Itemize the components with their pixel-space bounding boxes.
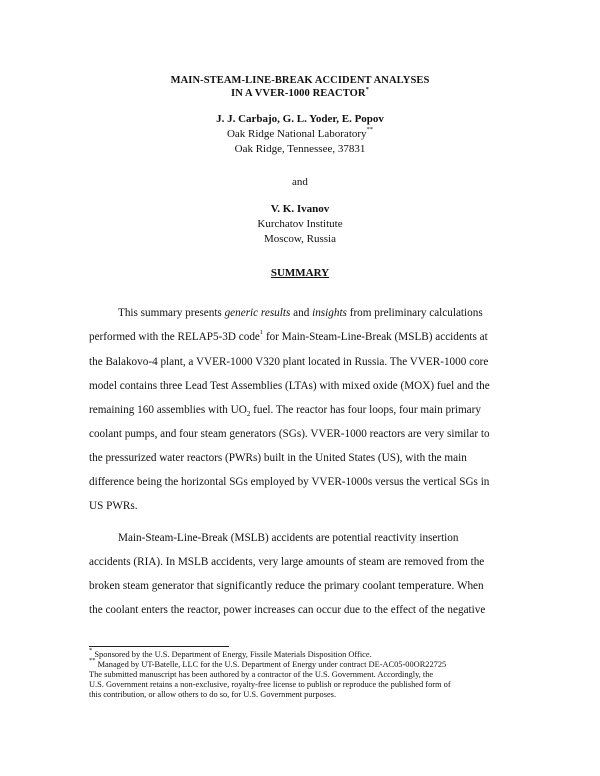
para2-line4: the coolant enters the reactor, power increases can occur due to the effect of the negative	[89, 604, 486, 616]
para1-line5: remaining 160 assemblies with $UO_2$ fuel. The reactor has four loops, four main primary	[89, 404, 481, 419]
footnote-5: this contribution, or allow others to do so, for U.S. Government purposes.	[89, 690, 337, 699]
title-line-2: IN A VVER-1000 REACTOR*	[231, 85, 369, 99]
footnote-3: The submitted manuscript has been authored by a contractor of the U.S. Government. Accordingly, the	[89, 670, 434, 679]
para2-line3: broken steam generator that significantly reduce the primary coolant temperature. When	[89, 580, 484, 592]
title-footnote-mark: *	[365, 85, 369, 93]
footnote-divider	[89, 646, 229, 647]
para2-line2: accidents (RIA). In MSLB accidents, very large amounts of steam are removed from the	[89, 556, 485, 568]
location-kurchatov: Moscow, Russia	[263, 233, 336, 245]
para1-line9: US PWRs.	[89, 500, 138, 512]
title-line-1: MAIN-STEAM-LINE-BREAK ACCIDENT ANALYSES	[170, 75, 430, 86]
para1-line7: the pressurized water reactors (PWRs) built in the United States (US), with the main	[89, 452, 467, 464]
affiliation-kurchatov: Kurchatov Institute	[257, 218, 343, 230]
affiliation-orn: Oak Ridge National Laboratory**	[226, 126, 374, 140]
para1-line2: performed with the RELAP5-3D code$^1$ for Main-Steam-Line-Break (MSLB) accidents at	[89, 329, 488, 343]
reference-mark: 1	[259, 329, 264, 337]
footnote-1: * Sponsored by the U.S. Department of Energy, Fissile Materials Disposition Office.	[89, 647, 372, 659]
authors-orn: J. J. Carbajo, G. L. Yoder, E. Popov	[216, 113, 384, 125]
para1-line3: the Balakovo-4 plant, a VVER-1000 V320 plant located in Russia. The VVER-1000 core	[89, 356, 489, 368]
summary-heading: SUMMARY	[270, 267, 330, 279]
authors-kurchatov: V. K. Ivanov	[270, 203, 330, 215]
location-orn: Oak Ridge, Tennessee, 37831	[234, 143, 366, 155]
footnote-4: U.S. Government retains a non-exclusive, royalty-free license to publish or reproduce the published form of	[89, 680, 451, 689]
para1-line8: difference being the horizontal SGs employed by VVER-1000s versus the vertical SGs in	[89, 476, 490, 488]
affiliation-footnote-mark: **	[366, 126, 374, 134]
para1-line4: model contains three Lead Test Assemblies (LTAs) with mixed oxide (MOX) fuel and the	[89, 380, 490, 392]
and-separator: and	[292, 176, 308, 188]
footnote-2: ** Managed by UT-Batelle, LLC for the U.S. Department of Energy under contract DE-AC05-00OR22725	[89, 657, 447, 669]
para2-line1: Main-Steam-Line-Break (MSLB) accidents are potential reactivity insertion	[118, 532, 459, 544]
para1-line1: This summary presents generic results and insights from preliminary calculations	[118, 307, 483, 319]
para1-line6: coolant pumps, and four steam generators (SGs). VVER-1000 reactors are very similar to	[89, 428, 490, 440]
